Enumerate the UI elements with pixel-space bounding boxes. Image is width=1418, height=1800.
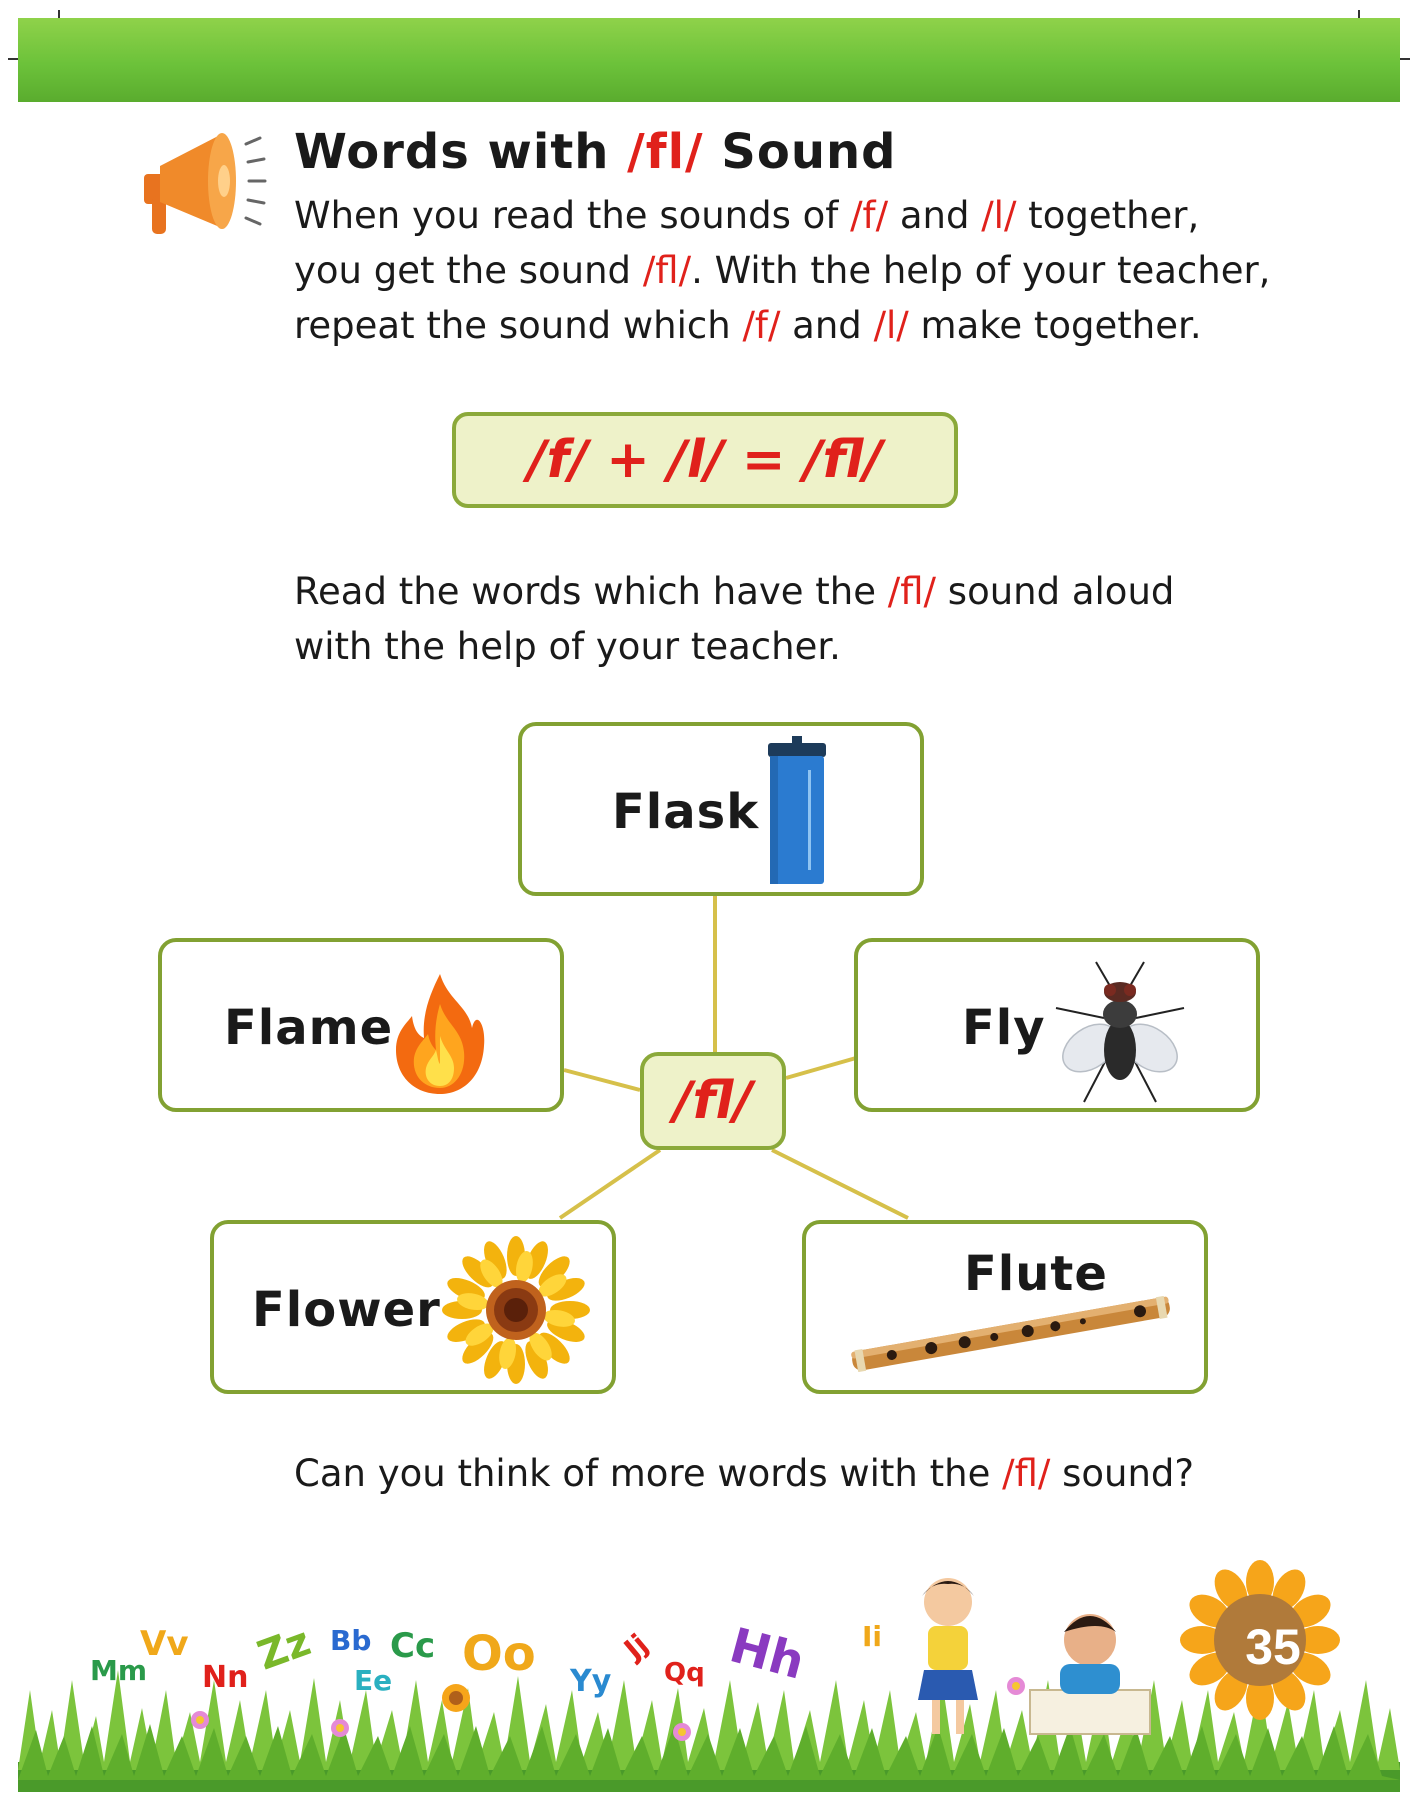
letter-hh: Hh [724,1617,811,1691]
connector-flame [564,1070,640,1090]
text: When you read the sounds of [294,194,851,237]
flask-icon [764,736,830,886]
title-text-suffix: Sound [703,124,897,180]
sound-f: /f/ [850,194,889,237]
word-card-flame [158,938,564,1112]
flute-icon [844,1296,1178,1372]
text: together, [1016,194,1200,237]
letter-nn: Nn [202,1660,249,1695]
letter-yy: Yy [570,1664,612,1699]
sound-l: /l/ [981,194,1017,237]
formula-box: /f/ + /l/ = /fl/ [452,412,958,508]
text: you get the sound [294,249,643,292]
text: Can you think of more words with the [294,1452,1003,1495]
letter-mm: Mm [90,1654,148,1687]
sound-fl: /fl/ [887,570,937,613]
web-center-sound: /fl/ [640,1052,786,1150]
letter-ee: Ee [354,1664,393,1697]
word-fly: Fly [962,1000,1046,1056]
letter-cc: Cc [390,1626,436,1666]
word-flower: Flower [252,1282,441,1338]
text: repeat the sound which [294,304,743,347]
letter-zz: Zz [251,1618,317,1680]
title-text: Words with [294,124,628,180]
text: and [780,304,874,347]
text: and [888,194,982,237]
flame-icon [390,970,490,1098]
letter-ii: Ii [862,1620,883,1653]
instruction-line-2: with the help of your teacher. [294,625,841,668]
connector-flower [560,1150,660,1218]
fly-icon [1052,956,1188,1106]
text: Read the words which have the [294,570,888,613]
text: sound aloud [936,570,1175,613]
text: . With the help of your teacher, [691,249,1271,292]
word-card-flute [802,1220,1208,1394]
text: make together. [908,304,1202,347]
page-number: 35 [1245,1619,1301,1675]
sound-fl: /fl/ [642,249,692,292]
connector-flute [772,1150,908,1218]
letter-qq: Qq [664,1658,705,1688]
letter-vv: Vv [140,1624,189,1664]
letter-bb: Bb [330,1624,372,1657]
word-card-fly [854,938,1260,1112]
word-flask: Flask [612,784,760,840]
word-flute: Flute [964,1246,1108,1302]
question-paragraph [294,1446,1194,1501]
word-card-flask [518,722,924,896]
connector-fly [786,1058,856,1078]
title-sound: /fl/ [627,124,704,180]
text: sound? [1050,1452,1195,1495]
sound-fl: /fl/ [1002,1452,1051,1495]
word-card-flower [210,1220,616,1394]
sound-f: /f/ [742,304,781,347]
letter-oo: Oo [462,1626,536,1682]
word-flame: Flame [224,1000,394,1056]
sunflower-icon [442,1236,590,1384]
footer-grass-decoration [0,1540,1418,1800]
letter-jj: Jj [617,1627,655,1666]
sound-l: /l/ [873,304,909,347]
